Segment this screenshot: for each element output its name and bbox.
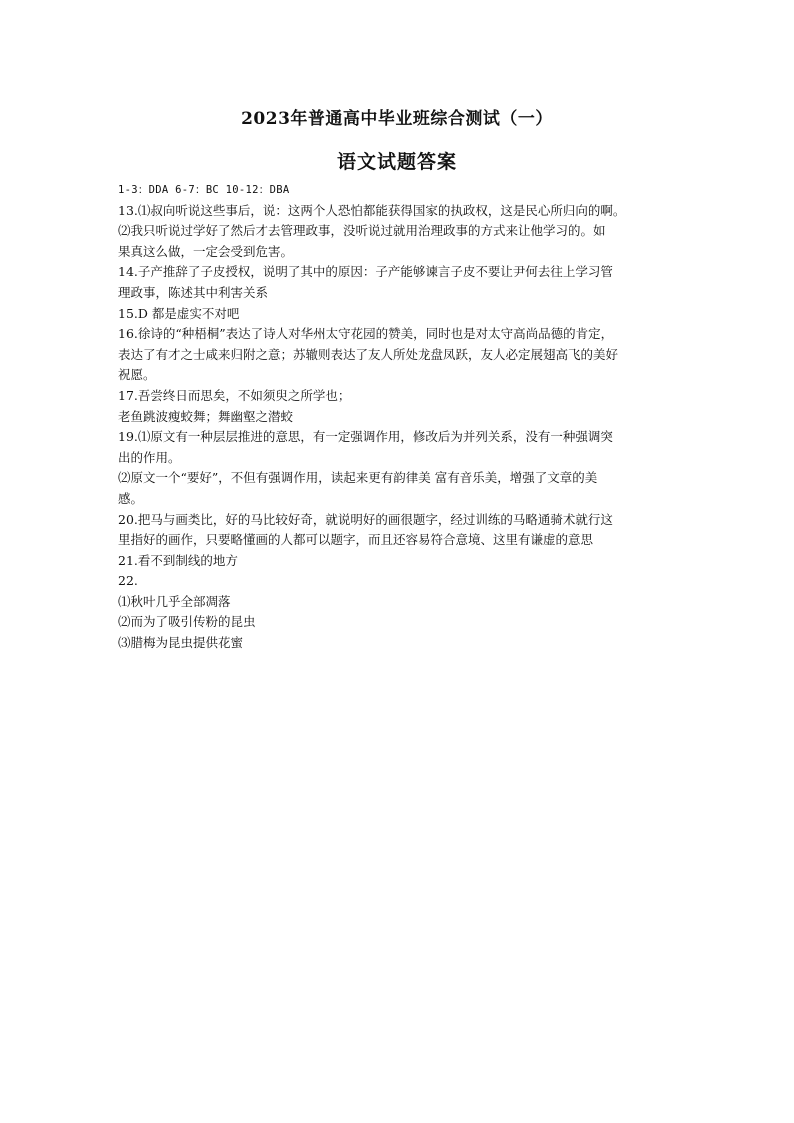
answer-content — [118, 180, 690, 654]
document-title: 2023年普通高中毕业班综合测试（一） — [241, 109, 553, 129]
answer-line: 理政事，陈述其中利害关系 — [118, 284, 269, 300]
answer-line: 果真这么做，一定会受到危害。 — [118, 243, 294, 259]
answer-line: 出的作用。 — [118, 449, 181, 465]
answer-line: 祝愿。 — [118, 367, 156, 383]
answer-line: ⑶腊梅为昆虫提供花蜜 — [118, 635, 244, 651]
answer-line: 13.⑴叔向听说这些事后，说：这两个人恐怕都能获得国家的执政权，这是民心所归向的啊。 — [118, 202, 626, 218]
answer-line: ⑴秋叶几乎全部凋落 — [118, 593, 231, 609]
answer-line: 20.把马与画类比，好的马比较好奇，就说明好的画很题字，经过训练的马略通骑术就行这 — [118, 511, 613, 527]
answer-line: ⑵我只听说过学好了然后才去管理政事，没听说过就用治理政事的方式来让他学习的。如 — [118, 223, 606, 239]
answer-line: 表达了有才之士咸来归附之意；苏辙则表达了友人所处龙盘凤跃，友人必定展翅高飞的美好 — [118, 346, 619, 362]
answer-line: 1-3：DDA 6-7：BC 10-12：DBA — [118, 184, 290, 196]
answer-line: 16.徐诗的“种梧桐”表达了诗人对华州太守花园的赞美，同时也是对太守高尚品德的肯定， — [118, 326, 614, 342]
document-subtitle: 语文试题答案 — [336, 151, 457, 173]
answer-line: 22. — [118, 573, 138, 589]
answer-line: 里指好的画作，只要略懂画的人都可以题字，而且还容易符合意境、这里有谦虚的意思 — [118, 532, 594, 548]
answer-line: 15.D 都是虚实不对吧 — [118, 305, 240, 321]
answer-line: 21.看不到制线的地方 — [118, 552, 238, 568]
answer-line: ⑵原文一个“要好”，不但有强调作用，读起来更有韵律美 富有音乐美，增强了文章的美 — [118, 470, 598, 486]
answer-line: 感。 — [118, 490, 144, 506]
answer-line: 19.⑴原文有一种层层推进的意思，有一定强调作用，修改后为并列关系，没有一种强调突 — [118, 429, 613, 445]
answer-line: 17.吾尝终日而思矣，不如须臾之所学也； — [118, 387, 351, 403]
answer-line: ⑵而为了吸引传粉的昆虫 — [118, 614, 256, 630]
answer-line: 老鱼跳波瘦蛟舞；舞幽壑之潜蛟 — [118, 408, 294, 424]
answer-line: 14.子产推辞了子皮授权，说明了其中的原因：子产能够谏言子皮不要让尹何去往上学习管 — [118, 264, 613, 280]
